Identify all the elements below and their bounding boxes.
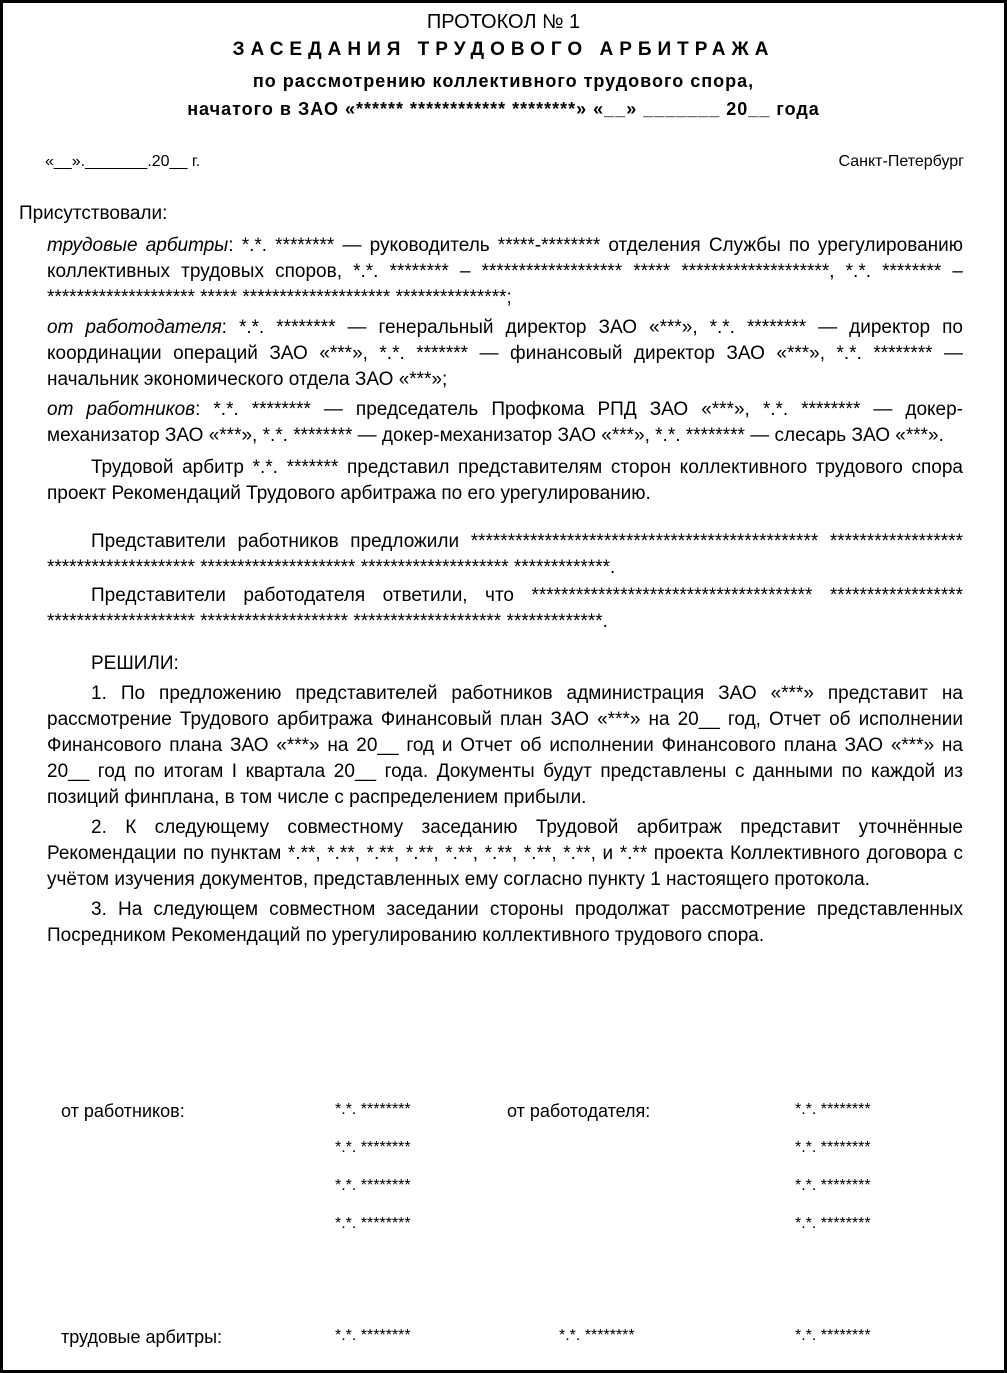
employer-answered-paragraph: Представители работодателя ответили, что ************************************** ****************** ******************** ******************** ******************** *************. xyxy=(47,585,963,632)
signature-worker-3: *.*. ******** xyxy=(335,1177,411,1194)
signature-arbiter-3: *.*. ******** xyxy=(795,1327,871,1344)
workers-text: : *.*. ******** — председатель Профкома РПД ЗАО «***», *.*. ******** — докер-механизатор ЗАО «***», *.*. ******** — докер-механизатор ЗАО «***», *.*. ******** — слесарь ЗАО «***». xyxy=(47,399,964,446)
signature-arbiter-2: *.*. ******** xyxy=(559,1327,635,1344)
signature-employer-3: *.*. ******** xyxy=(795,1177,871,1194)
signature-arbiter-1: *.*. ******** xyxy=(335,1327,411,1344)
document-subtitle: ЗАСЕДАНИЯ ТРУДОВОГО АРБИТРАЖА xyxy=(232,39,775,60)
workers-offered-paragraph: Представители работников предложили *********************************************** ****************** ******************** ********************* ******************** *************. xyxy=(47,531,963,578)
document-title: ПРОТОКОЛ № 1 xyxy=(426,11,581,33)
document-city: Санкт-Петербург xyxy=(838,153,964,170)
arbiters-label: трудовые арбитры xyxy=(47,235,229,256)
signature-employer-1: *.*. ******** xyxy=(795,1101,871,1118)
document-date: «__»._______.20__ г. xyxy=(45,153,201,170)
arbiters-text: : *.*. ******** — руководитель *****-******** отделения Службы по урегулированию коллективных трудовых споров, *.*. ******** – ******************* ***** ********************, *.*. ******** – ******************** ***** ******************** ***************; xyxy=(47,235,963,308)
signature-worker-1: *.*. ******** xyxy=(335,1101,411,1118)
signature-employer-4: *.*. ******** xyxy=(795,1215,871,1232)
signature-worker-4: *.*. ******** xyxy=(335,1215,411,1232)
signature-arbiters-label: трудовые арбитры: xyxy=(61,1327,223,1347)
signature-workers-label: от работников: xyxy=(61,1101,185,1121)
signature-employer-2: *.*. ******** xyxy=(795,1139,871,1156)
workers-label: от работников xyxy=(47,399,196,420)
decision-item-3: 3. На следующем совместном заседании стороны продолжат рассмотрение представленных Посредником Рекомендаций по урегулированию коллективного трудового спора. xyxy=(47,899,963,946)
presented-paragraph: Трудовой арбитр *.*. ******* представил представителям сторон коллективного трудового спора проект Рекомендаций Трудового арбитража по его урегулированию. xyxy=(47,457,963,504)
employer-text: : *.*. ******** — генеральный директор ЗАО «***», *.*. ******** — директор по координации операций ЗАО «***», *.*. ******* — финансовый директор ЗАО «***», *.*. ******** — начальник экономического отдела ЗАО «***»; xyxy=(47,317,963,390)
arbiters-paragraph xyxy=(47,233,963,311)
present-label: Присутствовали: xyxy=(19,203,168,224)
document-subtitle-line4: начатого в ЗАО «****** ************ ********» «__» _______ 20__ года xyxy=(187,99,820,119)
employer-paragraph xyxy=(47,315,963,393)
attendees-section xyxy=(47,233,963,949)
workers-paragraph xyxy=(47,397,963,449)
employer-label: от работодателя xyxy=(47,317,222,338)
signature-employer-label: от работодателя: xyxy=(507,1101,651,1121)
document-subtitle-line3: по рассмотрению коллективного трудового спора, xyxy=(252,71,755,91)
decision-item-1: 1. По предложению представителей работников администрация ЗАО «***» представит на рассмотрение Трудового арбитража Финансовый план ЗАО «***» на 20__ год, Отчет об исполнении Финансового плана ЗАО «***» на 20__ год и Отчет об исполнении Финансового плана ЗАО «***» на 20__ год по итогам I квартала 20__ года. Документы будут представлены с данными по каждой из позиций финплана, в том числе с распределением прибыли. xyxy=(47,683,963,808)
decided-label: РЕШИЛИ: xyxy=(91,653,179,674)
signature-worker-2: *.*. ******** xyxy=(335,1139,411,1156)
decision-item-2: 2. К следующему совместному заседанию Трудовой арбитраж представит уточнённые Рекомендации по пунктам *.**, *.**, *.**, *.**, *.**, *.**, *.**, *.**, и *.** проекта Коллективного договора с учётом изучения документов, представленных ему согласно пункту 1 настоящего протокола. xyxy=(47,817,963,890)
